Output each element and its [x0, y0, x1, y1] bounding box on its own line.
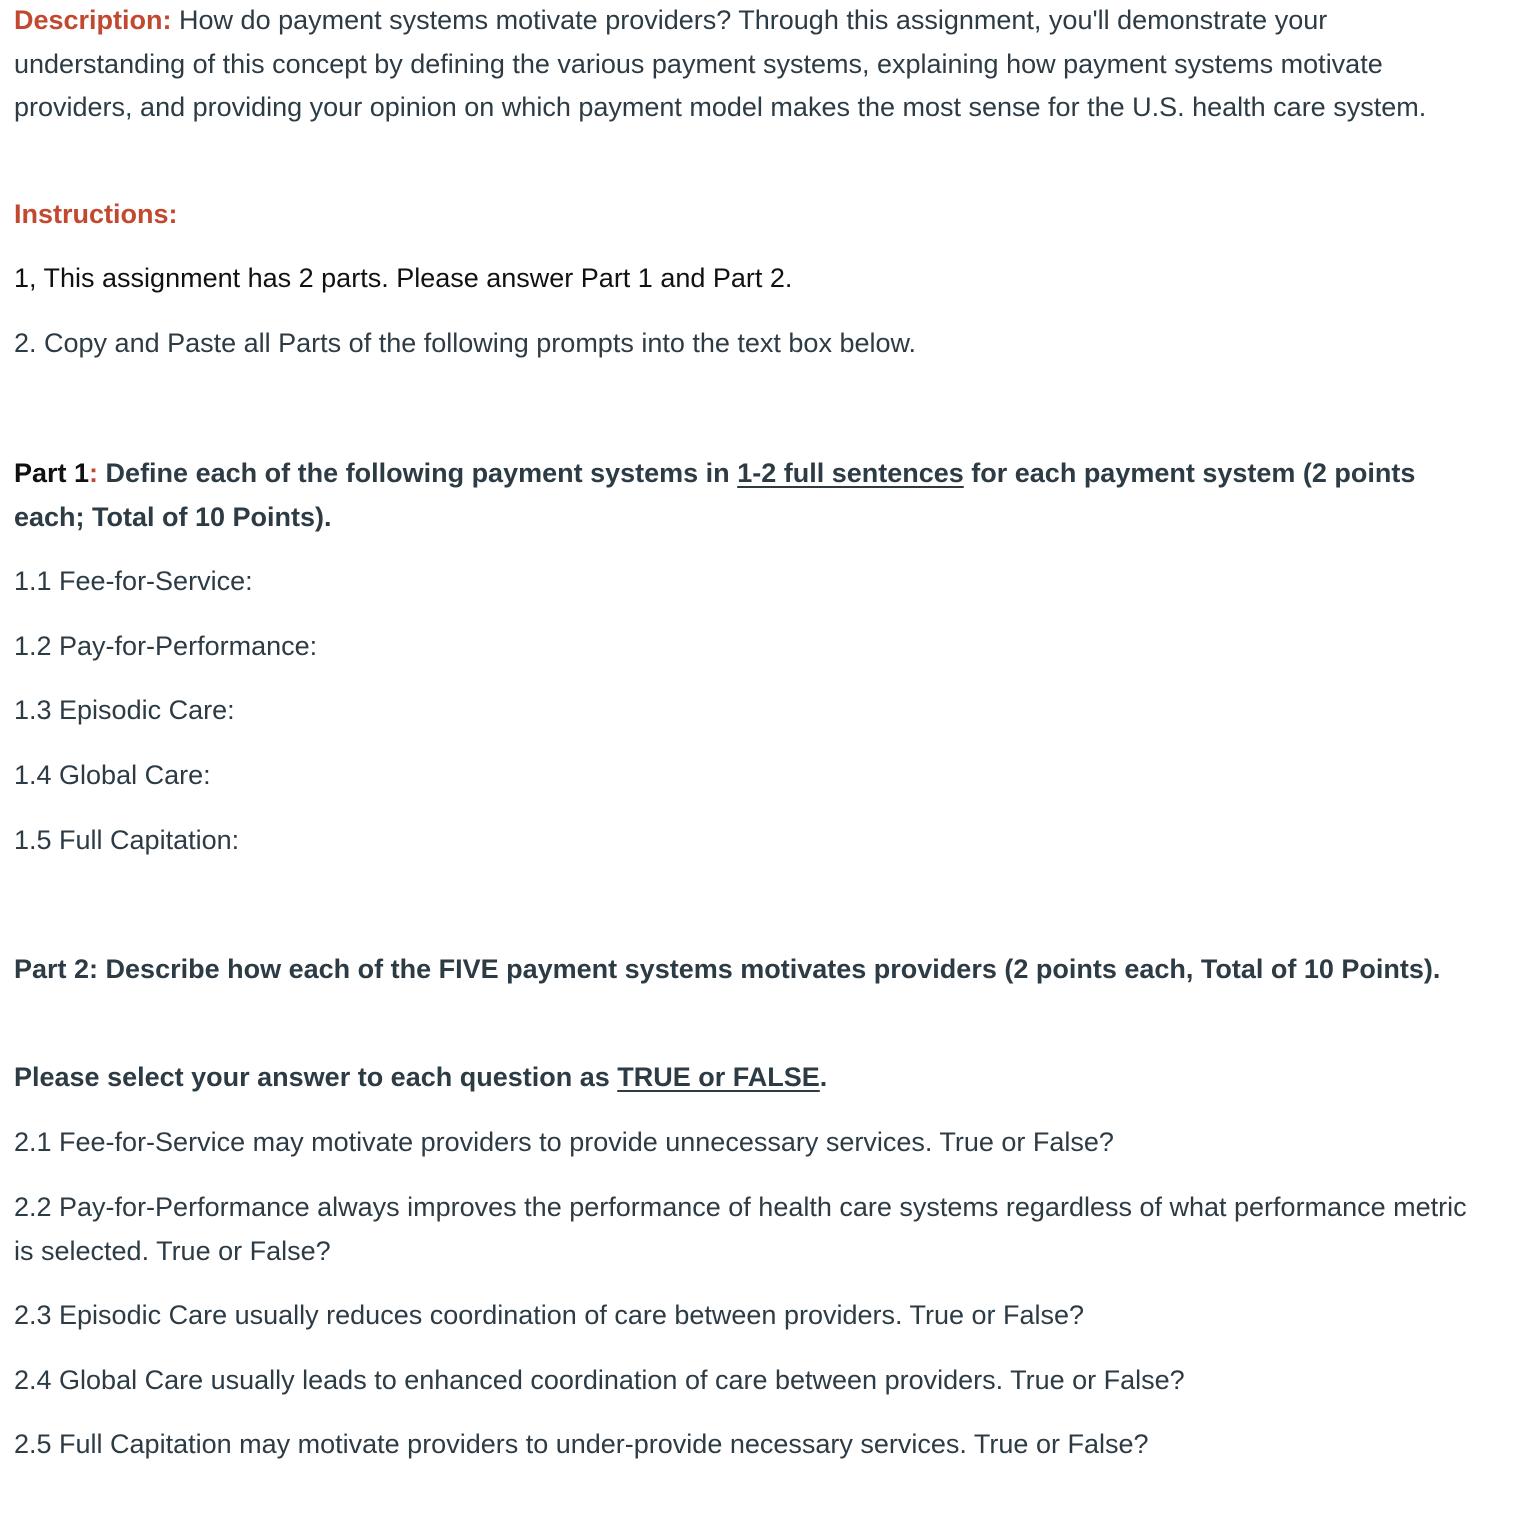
- instructions-heading: Instructions:: [14, 199, 178, 229]
- part2-select-period: .: [819, 1062, 828, 1092]
- part1-label: Part 1: [14, 458, 90, 488]
- part1-colon: :: [89, 458, 99, 488]
- instruction-item: 1, This assignment has 2 parts. Please answer Part 1 and Part 2.: [14, 263, 793, 293]
- part1-list-item: 1.3 Episodic Care:: [14, 695, 235, 725]
- part1-list-item: 1.4 Global Care:: [14, 760, 211, 790]
- part1-underlined-requirement: 1-2 full sentences: [737, 458, 964, 488]
- part2-question: 2.1 Fee-for-Service may motivate providers to provide unnecessary services. True or False?: [14, 1127, 1114, 1157]
- part1-heading: [14, 452, 1474, 539]
- part2-question: 2.3 Episodic Care usually reduces coordination of care between providers. True or False?: [14, 1300, 1085, 1330]
- part1-list-item: 1.5 Full Capitation:: [14, 825, 240, 855]
- part2-question: 2.2 Pay-for-Performance always improves the performance of health care systems regardless of what performance metric is selected. True or False?: [14, 1192, 1467, 1266]
- part2-heading: Part 2: Describe how each of the FIVE payment systems motivates providers (2 points each, Total of 10 Points).: [14, 954, 1441, 984]
- part2-select-text: Please select your answer to each question as: [14, 1062, 618, 1092]
- instruction-item: 2. Copy and Paste all Parts of the following prompts into the text box below.: [14, 328, 917, 358]
- part2-select-instruction: [14, 1056, 827, 1100]
- part2-question: 2.4 Global Care usually leads to enhanced coordination of care between providers. True or False?: [14, 1365, 1185, 1395]
- part1-heading-text: Define each of the following payment systems in: [98, 458, 738, 488]
- description-label: Description:: [14, 5, 172, 35]
- part2-true-false-underlined: TRUE or FALSE: [617, 1062, 820, 1092]
- part1-list-item: 1.1 Fee-for-Service:: [14, 566, 253, 596]
- description-paragraph: [14, 0, 1474, 130]
- part1-list-item: 1.2 Pay-for-Performance:: [14, 631, 318, 661]
- part1-heading-tail: for each payment system (2 points each; Total of 10 Points).: [14, 458, 1416, 532]
- part2-question: 2.5 Full Capitation may motivate providers to under-provide necessary services. True or False?: [14, 1429, 1149, 1459]
- description-text: How do payment systems motivate providers? Through this assignment, you'll demonstrate your understanding of this concept by defining the various payment systems, explaining how payment systems motivate providers, and providing your opinion on which payment model makes the most sense for the U.S. health care system.: [14, 5, 1427, 122]
